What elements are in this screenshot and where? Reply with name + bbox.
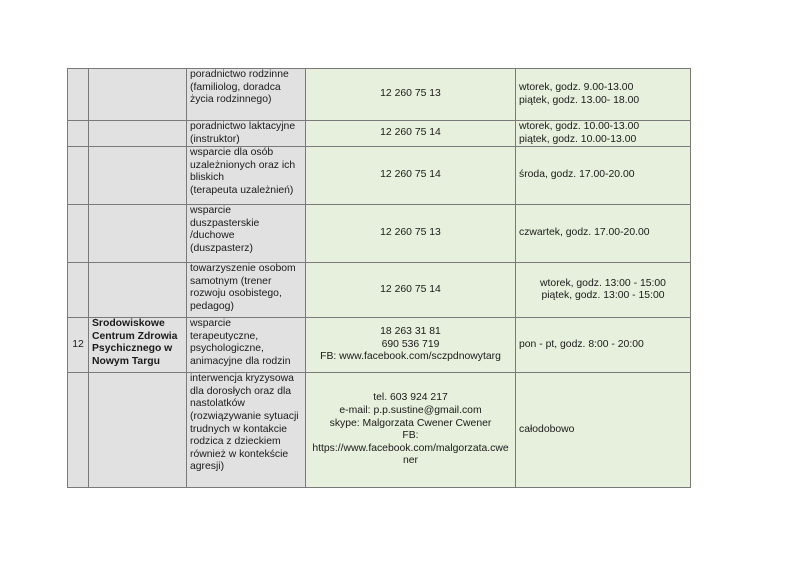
- support-type-line: (rozwiązywanie sytuacji: [190, 410, 299, 422]
- support-type-cell: [187, 373, 306, 488]
- contact-cell: [306, 263, 516, 318]
- institution-name-line: Centrum Zdrowia: [92, 330, 178, 342]
- row-number-cell: [68, 263, 89, 318]
- row-number-cell: [68, 205, 89, 263]
- support-type-line: duszpasterskie: [190, 217, 260, 229]
- table-row: [68, 121, 691, 147]
- support-type-line: wsparcie: [190, 318, 231, 330]
- institution-name-cell: [89, 205, 187, 263]
- contact-line: 12 260 75 14: [380, 127, 441, 139]
- support-type-line: trudnych w kontakcie: [190, 423, 288, 435]
- support-type-cell: [187, 205, 306, 263]
- contact-line: 12 260 75 14: [380, 169, 441, 181]
- institution-name-cell: [89, 69, 187, 121]
- table-row: [68, 69, 691, 121]
- support-type-cell: [187, 147, 306, 205]
- support-type-line: nastolatków: [190, 398, 245, 410]
- support-type-line: wsparcie: [190, 205, 231, 217]
- support-type-line: poradnictwo rodzinne: [190, 69, 289, 80]
- row-number-cell: [68, 147, 89, 205]
- hours-line: czwartek, godz. 17.00-20.00: [519, 227, 650, 239]
- contact-line: e-mail: p.p.sustine@gmail.com: [339, 405, 482, 416]
- support-type-line: (terapeuta uzależnień): [190, 184, 294, 196]
- support-type-line: również w kontekście: [190, 448, 289, 460]
- contact-line: 18 263 31 81: [380, 326, 441, 338]
- services-table: [67, 68, 691, 488]
- hours-line: całodobowo: [519, 423, 575, 435]
- institution-name-line: Psychicznego w: [92, 343, 173, 355]
- contact-line: 12 260 75 14: [380, 283, 441, 295]
- support-type-line: rodzica z dzieckiem: [190, 436, 281, 448]
- support-type-line: samotnym (trener: [190, 275, 272, 287]
- contact-line: ner: [402, 455, 419, 467]
- contact-cell: [306, 373, 516, 488]
- support-type-line: interwencja kryzysowa: [190, 373, 294, 385]
- table-row: [68, 147, 691, 205]
- row-number-cell: [68, 69, 89, 121]
- contact-line: FB:: [402, 430, 419, 442]
- hours-line: środa, godz. 17.00-20.00: [519, 169, 635, 181]
- support-type-line: uzależnionych oraz ich: [190, 159, 296, 171]
- support-type-line: (duszpasterz): [190, 242, 253, 254]
- table-row: [68, 263, 691, 318]
- contact-line: 12 260 75 13: [380, 88, 441, 100]
- support-type-line: agresji): [190, 461, 225, 473]
- contact-cell: [306, 69, 516, 121]
- hours-cell: [516, 263, 691, 318]
- support-type-line: animacyjne dla rodzin: [190, 355, 291, 367]
- table-row: [68, 373, 691, 488]
- row-number-cell: [68, 373, 89, 488]
- support-type-line: rozwoju osobistego,: [190, 288, 282, 300]
- contact-cell: [306, 318, 516, 373]
- contact-line: tel. 603 924 217: [373, 392, 448, 404]
- support-type-line: terapeutyczne,: [190, 330, 259, 342]
- institution-name-cell: [89, 318, 187, 373]
- hours-cell: [516, 69, 691, 121]
- hours-line: pon - pt, godz. 8:00 - 20:00: [519, 338, 644, 350]
- support-type-cell: [187, 263, 306, 318]
- contact-line: 12 260 75 13: [380, 227, 441, 239]
- hours-line: wtorek, godz. 13:00 - 15:00: [540, 277, 666, 289]
- contact-line: https://www.facebook.com/malgorzata.cwe: [312, 442, 509, 454]
- support-type-line: /duchowe: [190, 230, 235, 242]
- contact-cell: [306, 205, 516, 263]
- support-type-cell: [187, 318, 306, 373]
- hours-line: piątek, godz. 13.00- 18.00: [519, 94, 640, 106]
- hours-cell: [516, 373, 691, 488]
- support-type-cell: [187, 69, 306, 121]
- support-type-line: (instruktor): [190, 133, 240, 145]
- support-type-line: wsparcie dla osób: [190, 147, 274, 159]
- support-type-cell: [187, 121, 306, 147]
- hours-cell: [516, 205, 691, 263]
- hours-line: wtorek, godz. 9.00-13.00: [519, 81, 634, 93]
- hours-line: wtorek, godz. 10.00-13.00: [519, 121, 640, 132]
- institution-name-cell: [89, 263, 187, 318]
- services-table-body: [68, 69, 691, 488]
- hours-line: piątek, godz. 13:00 - 15:00: [541, 290, 665, 302]
- support-type-line: życia rodzinnego): [190, 94, 272, 106]
- support-type-line: pedagog): [190, 300, 234, 312]
- hours-line: piątek, godz. 10.00-13.00: [519, 133, 637, 145]
- institution-name-line: Nowym Targu: [92, 355, 160, 367]
- contact-cell: [306, 147, 516, 205]
- table-row: [68, 205, 691, 263]
- support-type-line: (familiolog, doradca: [190, 81, 281, 93]
- contact-line: skype: Malgorzata Cwener Cwener: [329, 417, 492, 429]
- hours-cell: [516, 147, 691, 205]
- institution-name-cell: [89, 121, 187, 147]
- institution-name-cell: [89, 147, 187, 205]
- support-type-line: poradnictwo laktacyjne: [190, 121, 296, 132]
- institution-name-line: Środowiskowe: [92, 318, 165, 330]
- table-row: [68, 318, 691, 373]
- support-type-line: psychologiczne,: [190, 343, 264, 355]
- row-number-cell: 12: [68, 318, 89, 373]
- contact-cell: [306, 121, 516, 147]
- hours-cell: [516, 318, 691, 373]
- contact-line: FB: www.facebook.com/sczpdnowytarg: [320, 351, 501, 363]
- support-type-line: towarzyszenie osobom: [190, 263, 296, 275]
- contact-line: 690 536 719: [381, 338, 440, 350]
- support-type-line: dla dorosłych oraz dla: [190, 385, 292, 397]
- institution-name-cell: [89, 373, 187, 488]
- support-type-line: bliskich: [190, 172, 225, 184]
- row-number-cell: [68, 121, 89, 147]
- hours-cell: [516, 121, 691, 147]
